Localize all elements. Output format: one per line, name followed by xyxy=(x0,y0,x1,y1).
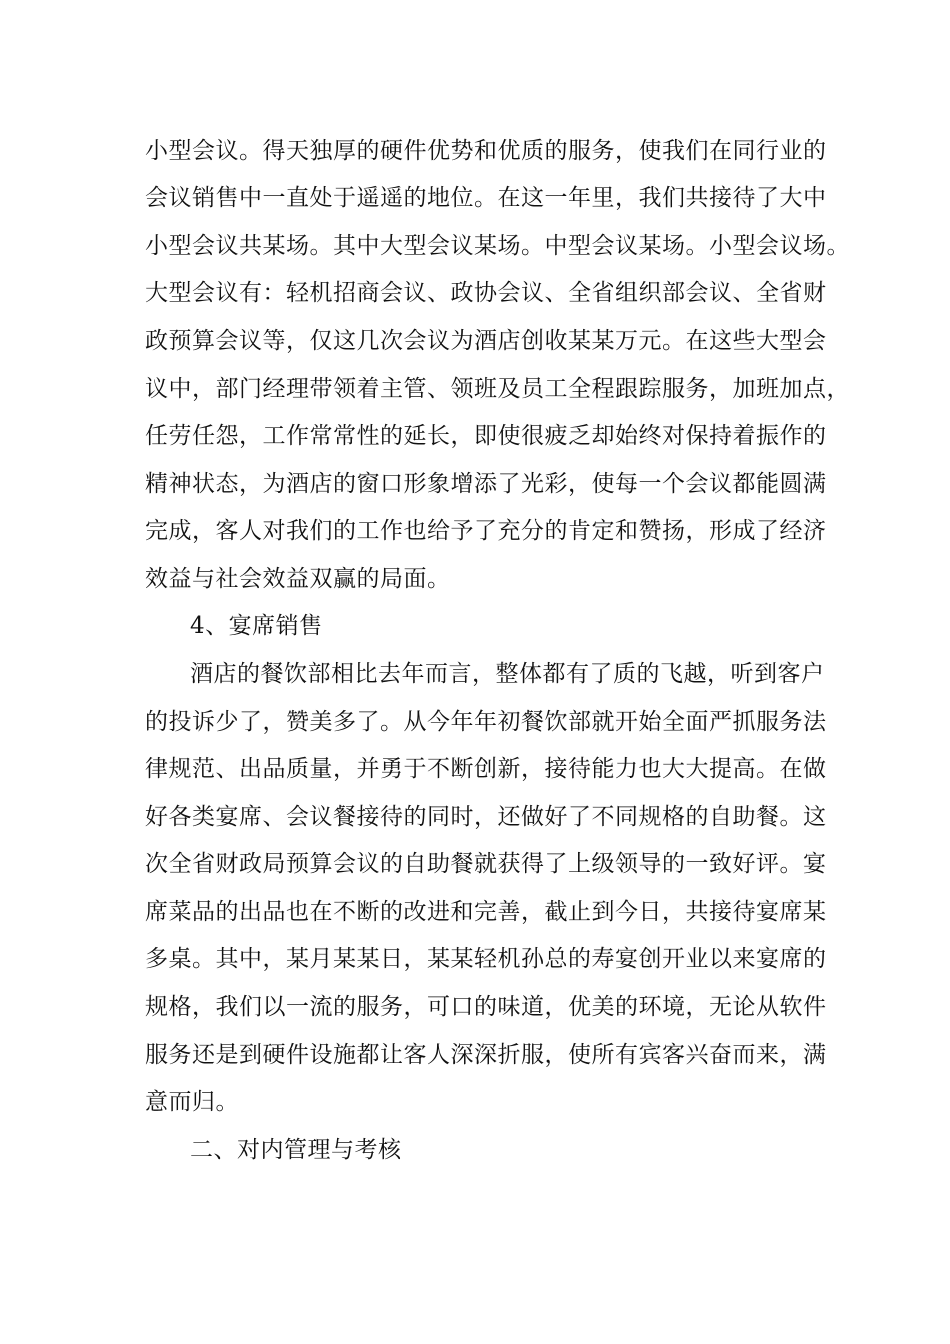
section-heading: 二、对内管理与考核 xyxy=(190,1137,402,1163)
section-heading: 4、宴席销售 xyxy=(190,613,323,639)
text-line: 多桌。其中，某月某某日，某某轻机孙总的寿宴创开业以来宴席的 xyxy=(145,946,827,972)
text-line: 会议销售中一直处于遥遥的地位。在这一年里，我们共接待了大中 xyxy=(145,185,827,211)
text-line: 次全省财政局预算会议的自助餐就获得了上级领导的一致好评。宴 xyxy=(145,851,827,877)
text-line: 任劳任怨，工作常常性的延长，即使很疲乏却始终对保持着振作的 xyxy=(145,423,827,449)
text-line: 服务还是到硬件设施都让客人深深折服，使所有宾客兴奋而来，满 xyxy=(145,1042,827,1068)
text-line: 意而归。 xyxy=(145,1089,239,1115)
text-line: 精神状态，为酒店的窗口形象增添了光彩，使每一个会议都能圆满 xyxy=(145,471,827,497)
text-line: 小型会议共某场。其中大型会议某场。中型会议某场。小型会议场。 xyxy=(145,233,850,259)
text-line: 好各类宴席、会议餐接待的同时，还做好了不同规格的自助餐。这 xyxy=(145,804,827,830)
text-line: 席菜品的出品也在不断的改进和完善，截止到今日，共接待宴席某 xyxy=(145,899,827,925)
text-line: 律规范、出品质量，并勇于不断创新，接待能力也大大提高。在做 xyxy=(145,756,827,782)
text-line: 大型会议有：轻机招商会议、政协会议、全省组织部会议、全省财 xyxy=(145,280,827,306)
text-line: 政预算会议等，仅这几次会议为酒店创收某某万元。在这些大型会 xyxy=(145,328,827,354)
paragraph-first-line: 酒店的餐饮部相比去年而言，整体都有了质的飞越，听到客户 xyxy=(190,661,825,687)
text-line: 议中，部门经理带领着主管、领班及员工全程跟踪服务，加班加点， xyxy=(145,376,850,402)
text-line: 的投诉少了，赞美多了。从今年年初餐饮部就开始全面严抓服务法 xyxy=(145,709,827,735)
text-line: 效益与社会效益双赢的局面。 xyxy=(145,566,451,592)
text-line: 规格，我们以一流的服务，可口的味道，优美的环境，无论从软件 xyxy=(145,994,827,1020)
text-line: 小型会议。得天独厚的硬件优势和优质的服务，使我们在同行业的 xyxy=(145,138,827,164)
text-line: 完成，客人对我们的工作也给予了充分的肯定和赞扬，形成了经济 xyxy=(145,518,827,544)
